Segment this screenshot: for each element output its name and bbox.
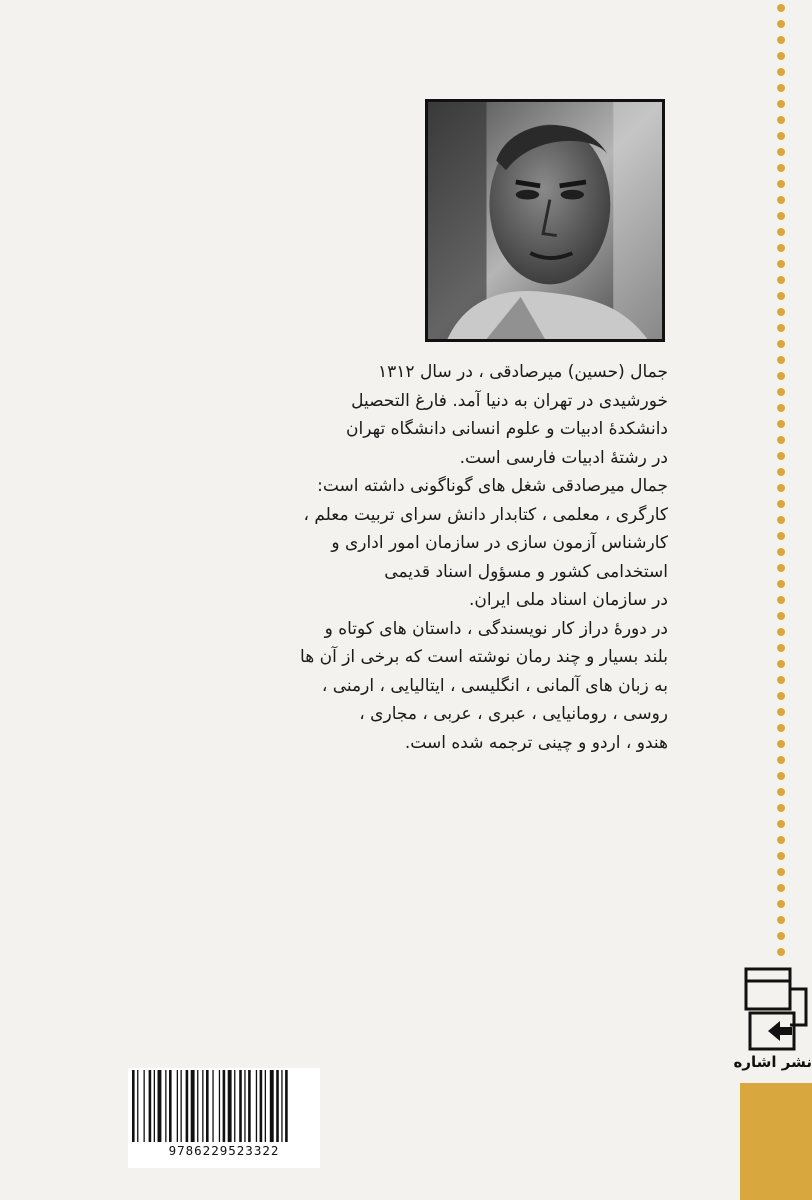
border-dot bbox=[777, 260, 785, 268]
bio-line: هندو ، اردو و چینی ترجمه شده است. bbox=[404, 732, 668, 753]
barcode-bar bbox=[177, 1070, 178, 1142]
border-dot bbox=[777, 36, 785, 44]
barcode-bar bbox=[197, 1070, 198, 1142]
border-dot bbox=[777, 436, 785, 444]
border-dot bbox=[777, 116, 785, 124]
border-dot bbox=[777, 276, 785, 284]
barcode-bar bbox=[149, 1070, 152, 1142]
border-dot bbox=[777, 308, 785, 316]
barcode-bar bbox=[219, 1070, 220, 1142]
border-dot bbox=[777, 420, 785, 428]
border-dot bbox=[777, 916, 785, 924]
barcode-bar bbox=[132, 1070, 135, 1142]
barcode-bar bbox=[191, 1070, 195, 1142]
border-dot bbox=[777, 948, 785, 956]
border-dot bbox=[777, 148, 785, 156]
border-dot bbox=[777, 884, 785, 892]
border-dot bbox=[777, 612, 785, 620]
bio-line: جمال (حسین) میرصادقی ، در سال ۱۳۱۲ bbox=[378, 362, 668, 382]
border-dot bbox=[777, 772, 785, 780]
barcode-bar bbox=[154, 1070, 155, 1142]
border-dot bbox=[777, 660, 785, 668]
barcode-bar bbox=[228, 1070, 232, 1142]
barcode-bar bbox=[239, 1070, 242, 1142]
barcode-bar bbox=[260, 1070, 263, 1142]
border-dot bbox=[777, 68, 785, 76]
border-dot bbox=[777, 804, 785, 812]
decorative-dot-border bbox=[775, 0, 787, 979]
bio-line: خورشیدی در تهران به دنیا آمد. فارغ التحصیل bbox=[351, 390, 668, 411]
barcode-bar bbox=[186, 1070, 189, 1142]
border-dot bbox=[777, 52, 785, 60]
border-dot bbox=[777, 516, 785, 524]
border-dot bbox=[777, 484, 785, 492]
border-dot bbox=[777, 756, 785, 764]
border-dot bbox=[777, 228, 785, 236]
barcode-bar bbox=[165, 1070, 166, 1142]
barcode-bar bbox=[248, 1070, 251, 1142]
border-dot bbox=[777, 468, 785, 476]
bio-line: روسی ، رومانیایی ، عبری ، عربی ، مجاری ، bbox=[359, 704, 668, 724]
bio-line: در دورۀ دراز کار نویسندگی ، داستان های کوتاه و bbox=[324, 618, 668, 639]
border-dot bbox=[777, 324, 785, 332]
border-dot bbox=[777, 100, 785, 108]
border-dot bbox=[777, 836, 785, 844]
border-dot bbox=[777, 132, 785, 140]
border-dot bbox=[777, 740, 785, 748]
barcode-bar bbox=[206, 1070, 209, 1142]
author-biography bbox=[298, 358, 668, 757]
barcode-bar bbox=[202, 1070, 203, 1142]
border-dot bbox=[777, 788, 785, 796]
border-dot bbox=[777, 628, 785, 636]
border-dot bbox=[777, 820, 785, 828]
barcode-bar bbox=[265, 1070, 266, 1142]
barcode-bar bbox=[244, 1070, 245, 1142]
bio-line: بلند بسیار و چند رمان نوشته است که برخی از آن ها bbox=[300, 647, 668, 667]
barcode-bar bbox=[276, 1070, 279, 1142]
barcode-bar bbox=[212, 1070, 213, 1142]
barcode-bars bbox=[128, 1068, 320, 1144]
gold-accent-strip bbox=[740, 1083, 812, 1200]
border-dot bbox=[777, 500, 785, 508]
barcode-bar bbox=[137, 1070, 138, 1142]
border-dot bbox=[777, 532, 785, 540]
bio-line: استخدامی کشور و مسؤول اسناد قدیمی bbox=[384, 561, 668, 582]
bio-line: دانشکدۀ ادبیات و علوم انسانی دانشگاه تهران bbox=[346, 419, 668, 439]
border-dot bbox=[777, 388, 785, 396]
bio-line: در رشتۀ ادبیات فارسی است. bbox=[459, 447, 668, 468]
border-dot bbox=[777, 932, 785, 940]
border-dot bbox=[777, 724, 785, 732]
border-dot bbox=[777, 372, 785, 380]
border-dot bbox=[777, 596, 785, 604]
author-photo bbox=[425, 99, 665, 342]
bio-line: جمال میرصادقی شغل های گوناگونی داشته است: bbox=[317, 476, 668, 496]
author-portrait-image bbox=[428, 102, 662, 339]
publisher-name: نشر اشاره bbox=[733, 1053, 812, 1071]
border-dot bbox=[777, 580, 785, 588]
border-dot bbox=[777, 852, 785, 860]
barcode-bar bbox=[181, 1070, 182, 1142]
border-dot bbox=[777, 452, 785, 460]
border-dot bbox=[777, 404, 785, 412]
barcode-bar bbox=[256, 1070, 257, 1142]
border-dot bbox=[777, 356, 785, 364]
barcode-bar bbox=[223, 1070, 226, 1142]
border-dot bbox=[777, 4, 785, 12]
barcode-bar bbox=[234, 1070, 235, 1142]
border-dot bbox=[777, 84, 785, 92]
border-dot bbox=[777, 212, 785, 220]
border-dot bbox=[777, 164, 785, 172]
border-dot bbox=[777, 868, 785, 876]
bio-line: در سازمان اسناد ملی ایران. bbox=[469, 590, 668, 610]
border-dot bbox=[777, 180, 785, 188]
border-dot bbox=[777, 196, 785, 204]
barcode-bar bbox=[169, 1070, 172, 1142]
border-dot bbox=[777, 644, 785, 652]
border-dot bbox=[777, 564, 785, 572]
border-dot bbox=[777, 708, 785, 716]
border-dot bbox=[777, 244, 785, 252]
border-dot bbox=[777, 692, 785, 700]
publisher-logo-icon bbox=[740, 965, 812, 1055]
barcode-bar bbox=[281, 1070, 282, 1142]
bio-line: به زبان های آلمانی ، انگلیسی ، ایتالیایی ، ارمنی ، bbox=[321, 675, 668, 696]
border-dot bbox=[777, 20, 785, 28]
barcode-bar bbox=[158, 1070, 162, 1142]
bio-line: کارگری ، معلمی ، کتابدار دانش سرای تربیت معلم ، bbox=[303, 504, 668, 525]
isbn-number: 9786229523322 bbox=[168, 1143, 280, 1158]
border-dot bbox=[777, 340, 785, 348]
border-dot bbox=[777, 900, 785, 908]
border-dot bbox=[777, 676, 785, 684]
barcode-bar bbox=[144, 1070, 145, 1142]
barcode-bar bbox=[270, 1070, 274, 1142]
border-dot bbox=[777, 548, 785, 556]
bio-line: کارشناس آزمون سازی در سازمان امور اداری و bbox=[331, 533, 668, 553]
border-dot bbox=[777, 292, 785, 300]
barcode-bar bbox=[285, 1070, 288, 1142]
